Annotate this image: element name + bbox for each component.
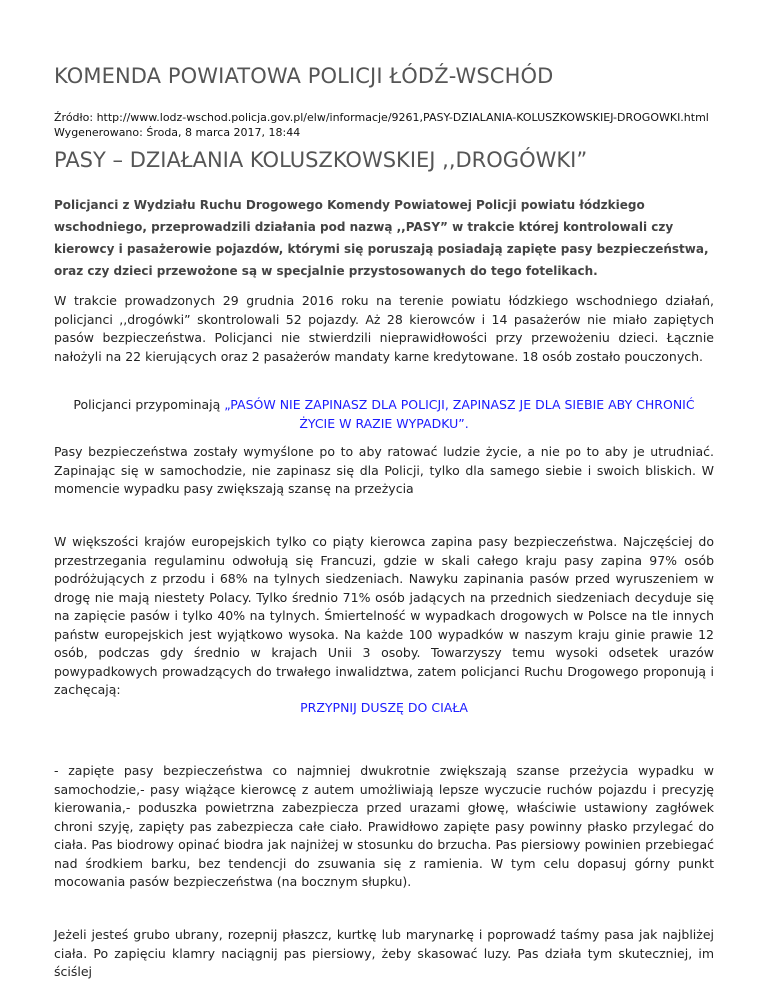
source-line[interactable]: Źródło: http://www.lodz-wschod.policja.gov.pl/elw/informacje/9261,PASY-DZIALANIA-KOLUSZKOWSKIEJ-DROGOWKI.html (54, 111, 709, 124)
reminder-prefix: Policjanci przypominają (73, 397, 225, 412)
reminder-paragraph (54, 396, 714, 433)
generated-line: Wygenerowano: Środa, 8 marca 2017, 18:44 (54, 126, 301, 139)
paragraph-advice: Jeżeli jesteś grubo ubrany, rozepnij płaszcz, kurtkę lub marynarkę i poprowadź taśmy pasa jak najbliżej ciała. Po zapięciu klamry naciągnij pas piersiowy, żeby skasować luzy. Pas działa tym skuteczniej, im ściślej (54, 927, 714, 979)
paragraph-statistics: W większości krajów europejskich tylko co piąty kierowca zapina pasy bezpieczeństwa. Najczęściej do przestrzegania regulaminu odwołują się Francuzi, gdzie w skali całego kraju pasy zapina 97% osób podróżujących z przodu i 68% na tylnych siedzeniach. Nawyku zapinania pasów przed wyruszeniem w drogę nie mają niestety Polacy. Tylko średnio 71% osób jadących na przednich siedzeniach decyduje się na zapięcie pasów i tylko 40% na tylnych. Śmiertelność w wypadkach drogowych w Polsce na tle innych państw europejskich jest wyjątkowo wysoka. Na każde 100 wypadków w naszym kraju ginie prawie 12 osób, podczas gdy średnio w krajach Unii 3 osoby. Towarzyszy temu wysoki odsetek urazów powypadkowych prowadzących do trwałego inwalidztwa, zatem policjanci Ruchu Drogowego proponują i zachęcają: (54, 534, 714, 697)
meta-info (54, 110, 709, 140)
article-title: PASY – DZIAŁANIA KOLUSZKOWSKIEJ ,,DROGÓWKI” (54, 148, 588, 172)
site-title: KOMENDA POWIATOWA POLICJI ŁÓDŹ-WSCHÓD (54, 64, 554, 88)
slogan-link[interactable]: PRZYPNIJ DUSZĘ DO CIAŁA (300, 700, 468, 715)
paragraph-benefits: - zapięte pasy bezpieczeństwa co najmniej dwukrotnie zwiększają szanse przeżycia wypadku w samochodzie,- pasy wiążące kierowcę z autem umożliwiają lepsze wyczucie ruchów pojazdu i precyzję kierowania,- poduszka powietrzna zabezpiecza przed urazami głowę, właściwie ustawiony zagłówek chroni szyję, zapięty pas zabezpiecza całe ciało. Prawidłowo zapięte pasy powinny płasko przylegać do ciała. Pas biodrowy opinać biodra jak najniżej w stosunku do brzucha. Pas piersiowy powinien przebiegać nad środkiem barku, bez tendencji do zsuwania się z ramienia. W tym celu dopasuj górny punkt mocowania pasów bezpieczeństwa (na bocznym słupku). (54, 763, 714, 889)
paragraph-purpose: Pasy bezpieczeństwa zostały wymyślone po to aby ratować ludzie życie, a nie po to aby je utrudniać. Zapinając się w samochodzie, nie zapinasz się dla Policji, tylko dla samego siebie i swoich bliskich. W momencie wypadku pasy zwiększają szansę na przeżycia (54, 444, 714, 496)
article-lead: Policjanci z Wydziału Ruchu Drogowego Komendy Powiatowej Policji powiatu łódzkiego wschodniego, przeprowadzili działania pod nazwą ,,PASY” w trakcie której kontrolowali czy kierowcy i pasażerowie pojazdów, którymi się poruszają posiadają zapięte pasy bezpieczeństwa, oraz czy dzieci przewożone są w specjalnie przystosowanych do tego fotelikach. (54, 198, 709, 278)
reminder-quote-link[interactable]: „PASÓW NIE ZAPINASZ DLA POLICJI, ZAPINASZ JE DLA SIEBIE ABY CHRONIĆ ŻYCIE W RAZIE WYPADKU”. (224, 397, 695, 431)
slogan-paragraph (54, 699, 714, 718)
paragraph-results: W trakcie prowadzonych 29 grudnia 2016 roku na terenie powiatu łódzkiego wschodniego działań, policjanci ,,drogówki” skontrolowali 52 pojazdy. Aż 28 kierowców i 14 pasażerów nie miało zapiętych pasów bezpieczeństwa. Policjanci nie stwierdzili nieprawidłowości przy przewożeniu dzieci. Łącznie nałożyli na 22 kierujących oraz 2 pasażerów mandaty karne kredytowane. 18 osób zostało pouczonych. (54, 293, 714, 364)
